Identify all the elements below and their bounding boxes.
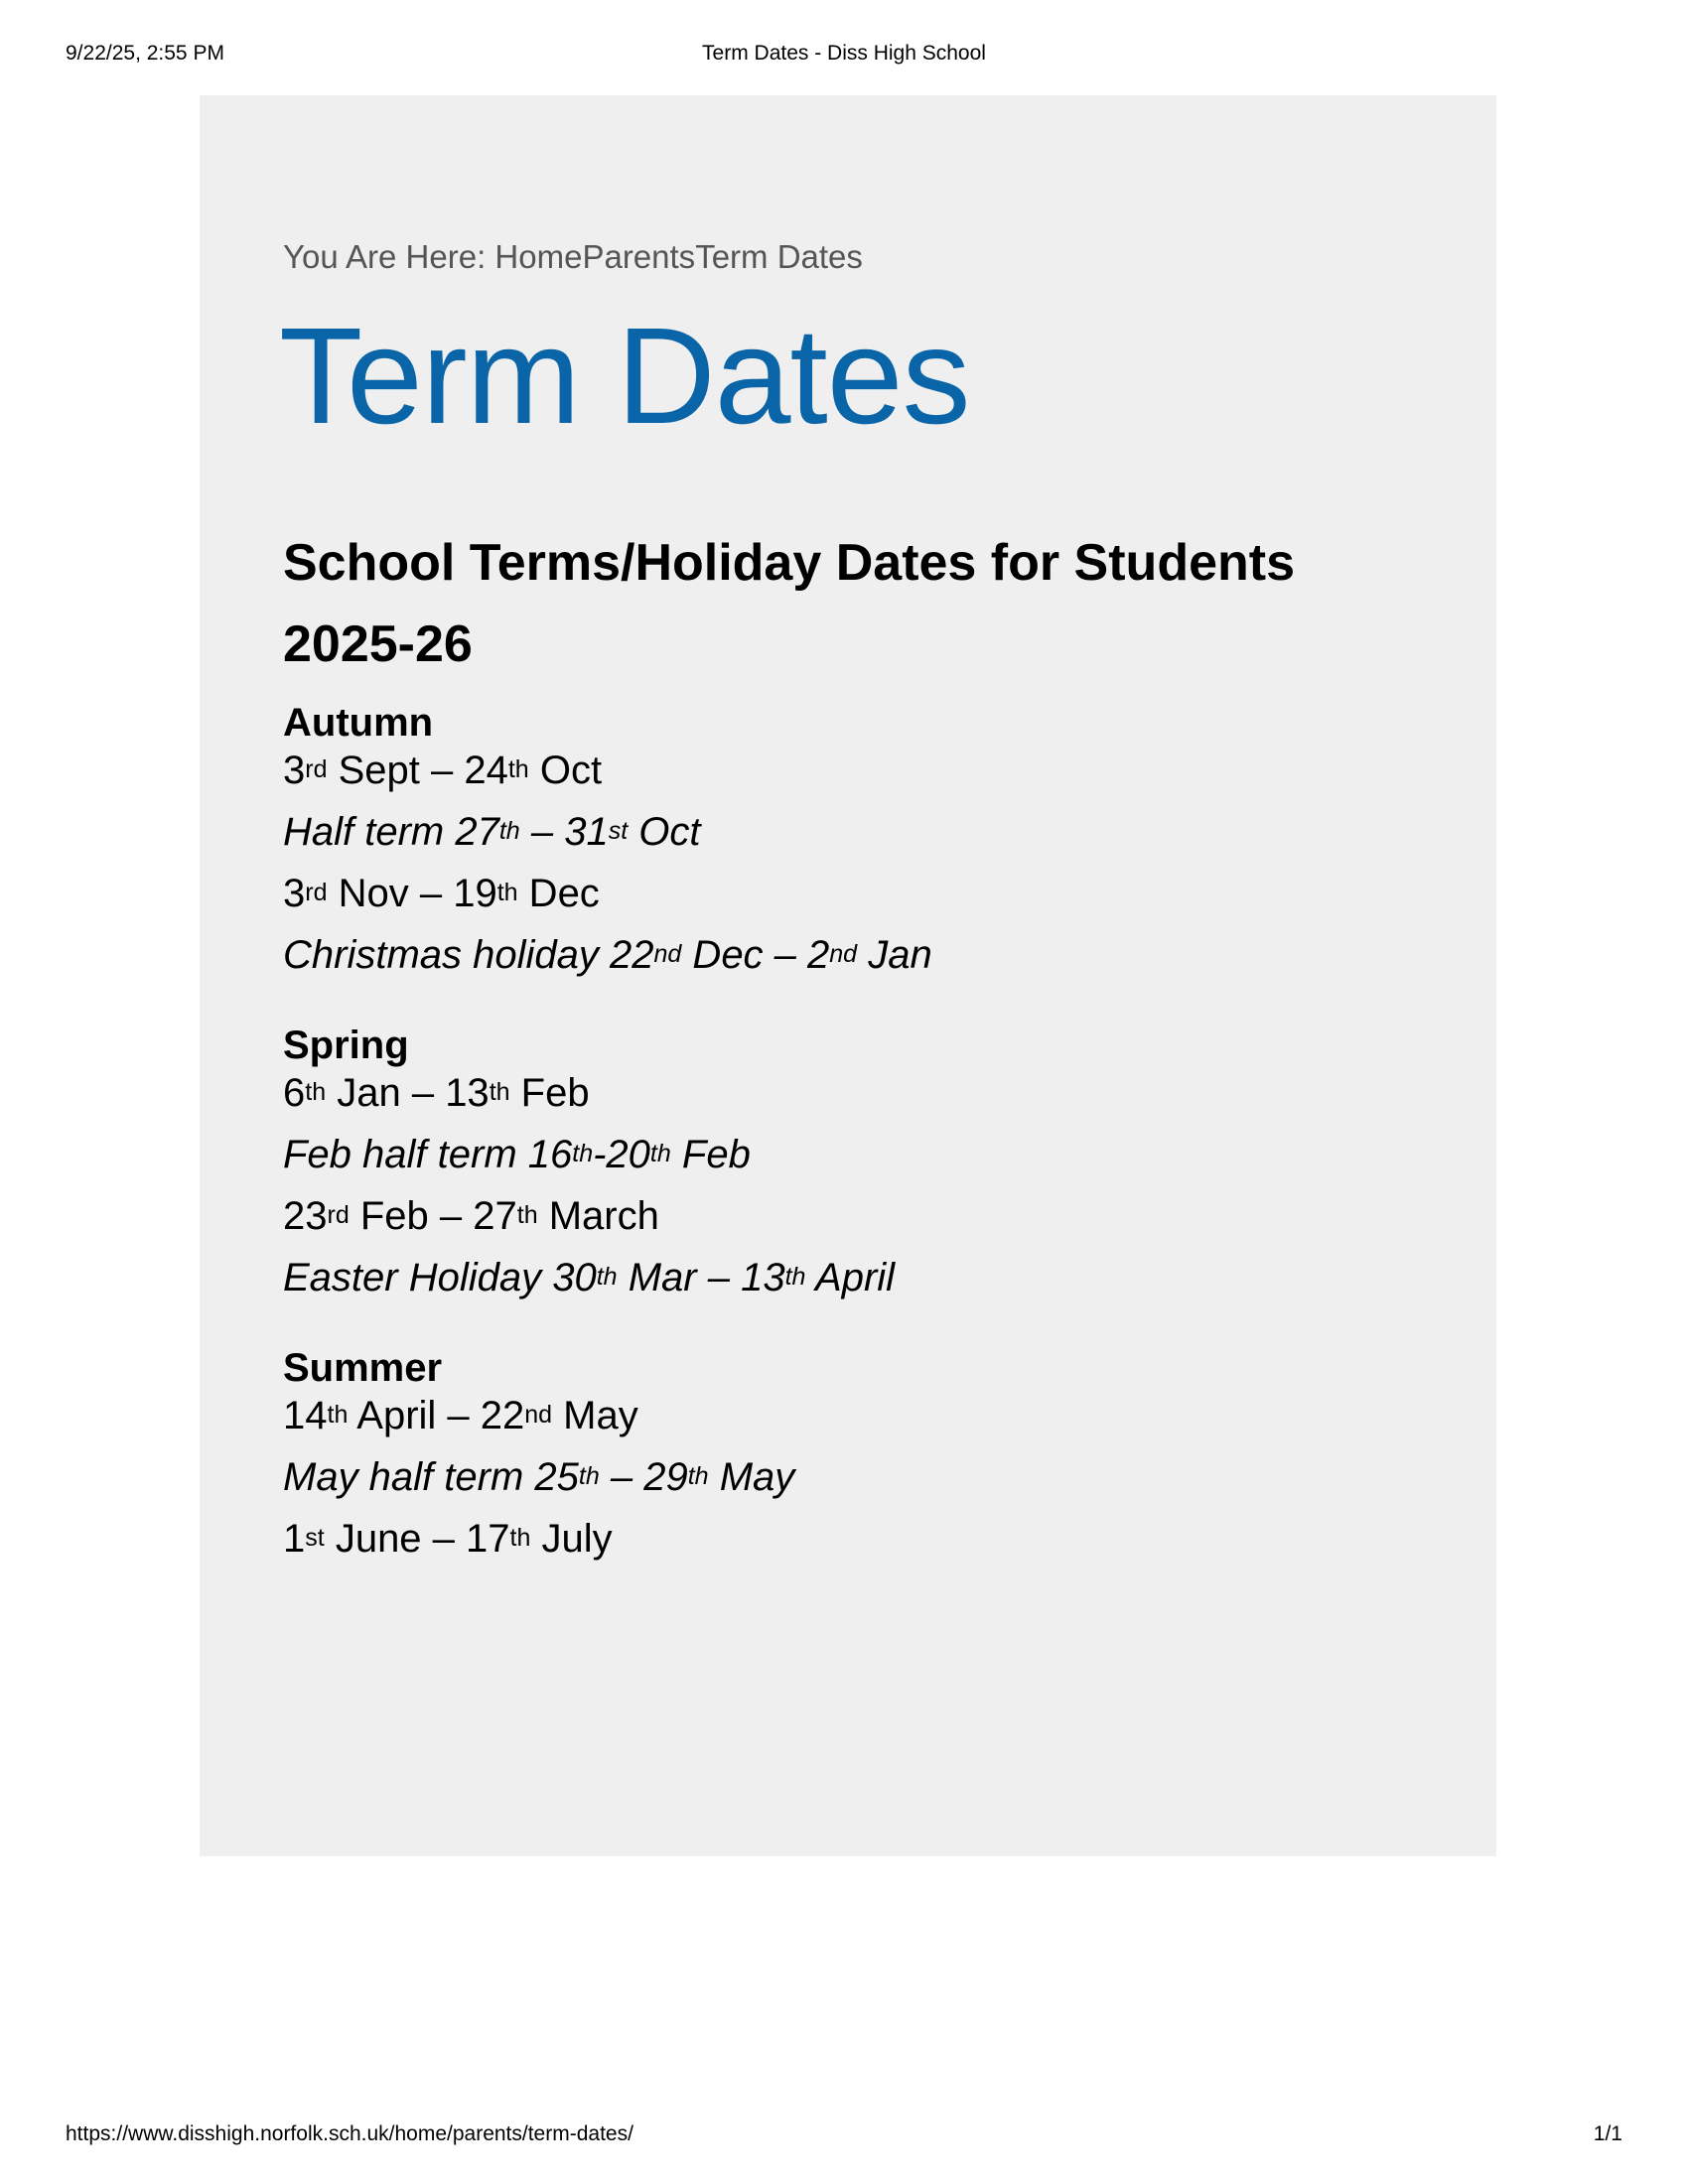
- ordinal-suffix: th: [327, 1401, 349, 1429]
- ordinal-suffix: nd: [829, 940, 858, 968]
- date-text: -20: [593, 1133, 650, 1176]
- term-date-line: [283, 1188, 895, 1250]
- ordinal-suffix: th: [784, 1263, 806, 1291]
- ordinal-suffix: th: [507, 755, 529, 783]
- ordinal-suffix: st: [305, 1524, 325, 1552]
- holiday-date-line: [283, 1449, 794, 1511]
- term-summer: [283, 1348, 794, 1572]
- ordinal-suffix: th: [596, 1263, 618, 1291]
- section-heading: School Terms/Holiday Dates for Students 2025-26: [283, 534, 1296, 673]
- ordinal-suffix: nd: [653, 940, 682, 968]
- date-text: June – 17: [324, 1517, 510, 1561]
- date-text: Dec – 2: [681, 933, 830, 977]
- date-text: Sept – 24: [327, 749, 508, 792]
- print-datetime: 9/22/25, 2:55 PM: [66, 42, 224, 65]
- date-text: Feb: [670, 1133, 751, 1176]
- date-text: 6: [283, 1071, 306, 1115]
- term-date-line: [283, 743, 932, 804]
- breadcrumb-home-link[interactable]: Home: [494, 238, 583, 275]
- term-name: Spring: [283, 1024, 409, 1067]
- date-text: Feb: [509, 1071, 590, 1115]
- date-text: 23: [283, 1194, 328, 1238]
- ordinal-suffix: th: [578, 1462, 600, 1490]
- date-text: Easter Holiday 30: [283, 1256, 597, 1299]
- ordinal-suffix: rd: [327, 1201, 350, 1229]
- date-text: May: [552, 1394, 638, 1437]
- ordinal-suffix: th: [649, 1140, 671, 1167]
- term-date-line: [283, 866, 932, 927]
- term-lines: [283, 1388, 794, 1572]
- ordinal-suffix: st: [608, 817, 629, 845]
- term-autumn: [283, 703, 932, 989]
- term-date-line: [283, 1388, 794, 1449]
- term-lines: [283, 1065, 895, 1311]
- date-text: Feb – 27: [349, 1194, 517, 1238]
- ordinal-suffix: th: [498, 817, 520, 845]
- ordinal-suffix: th: [305, 1078, 327, 1106]
- breadcrumb: [283, 238, 863, 276]
- ordinal-suffix: rd: [305, 879, 328, 906]
- date-text: April – 22: [348, 1394, 525, 1437]
- ordinal-suffix: rd: [305, 755, 328, 783]
- date-text: 1: [283, 1517, 306, 1561]
- date-text: Oct: [628, 810, 701, 854]
- breadcrumb-prefix: You Are Here:: [283, 238, 495, 275]
- date-text: Oct: [528, 749, 603, 792]
- date-text: Mar – 13: [617, 1256, 785, 1299]
- print-page-title: Term Dates - Diss High School: [702, 42, 986, 65]
- date-text: Jan – 13: [326, 1071, 490, 1115]
- term-lines: [283, 743, 932, 989]
- content-panel: [200, 95, 1496, 1856]
- ordinal-suffix: th: [687, 1462, 709, 1490]
- ordinal-suffix: nd: [524, 1401, 553, 1429]
- date-text: 3: [283, 749, 306, 792]
- term-name: Summer: [283, 1346, 443, 1390]
- ordinal-suffix: th: [496, 879, 518, 906]
- breadcrumb-parents-link[interactable]: Parents: [582, 238, 696, 275]
- ordinal-suffix: th: [572, 1140, 594, 1167]
- date-text: Nov – 19: [327, 872, 497, 915]
- breadcrumb-current: Term Dates: [695, 238, 863, 275]
- print-page-number: 1/1: [1593, 2122, 1622, 2145]
- date-text: Feb half term 16: [283, 1133, 573, 1176]
- date-text: Christmas holiday 22: [283, 933, 654, 977]
- date-text: Jan: [857, 933, 932, 977]
- date-text: July: [530, 1517, 613, 1561]
- date-text: Dec: [517, 872, 600, 915]
- print-url: https://www.disshigh.norfolk.sch.uk/home/parents/term-dates/: [66, 2122, 633, 2145]
- page-title: Term Dates: [279, 300, 970, 453]
- holiday-date-line: [283, 804, 932, 866]
- date-text: 3: [283, 872, 306, 915]
- ordinal-suffix: th: [509, 1524, 531, 1552]
- term-spring: [283, 1025, 895, 1311]
- date-text: 14: [283, 1394, 328, 1437]
- term-name: Autumn: [283, 701, 434, 745]
- ordinal-suffix: th: [489, 1078, 510, 1106]
- date-text: May half term 25: [283, 1455, 579, 1499]
- term-date-line: [283, 1511, 794, 1572]
- date-text: – 31: [519, 810, 609, 854]
- print-footer: [66, 2122, 1622, 2152]
- date-text: March: [537, 1194, 659, 1238]
- holiday-date-line: [283, 1127, 895, 1188]
- term-date-line: [283, 1065, 895, 1127]
- holiday-date-line: [283, 1250, 895, 1311]
- print-header: [66, 42, 1622, 71]
- ordinal-suffix: th: [516, 1201, 538, 1229]
- date-text: April: [805, 1256, 896, 1299]
- date-text: – 29: [599, 1455, 688, 1499]
- holiday-date-line: [283, 927, 932, 989]
- date-text: Half term 27: [283, 810, 499, 854]
- date-text: May: [708, 1455, 795, 1499]
